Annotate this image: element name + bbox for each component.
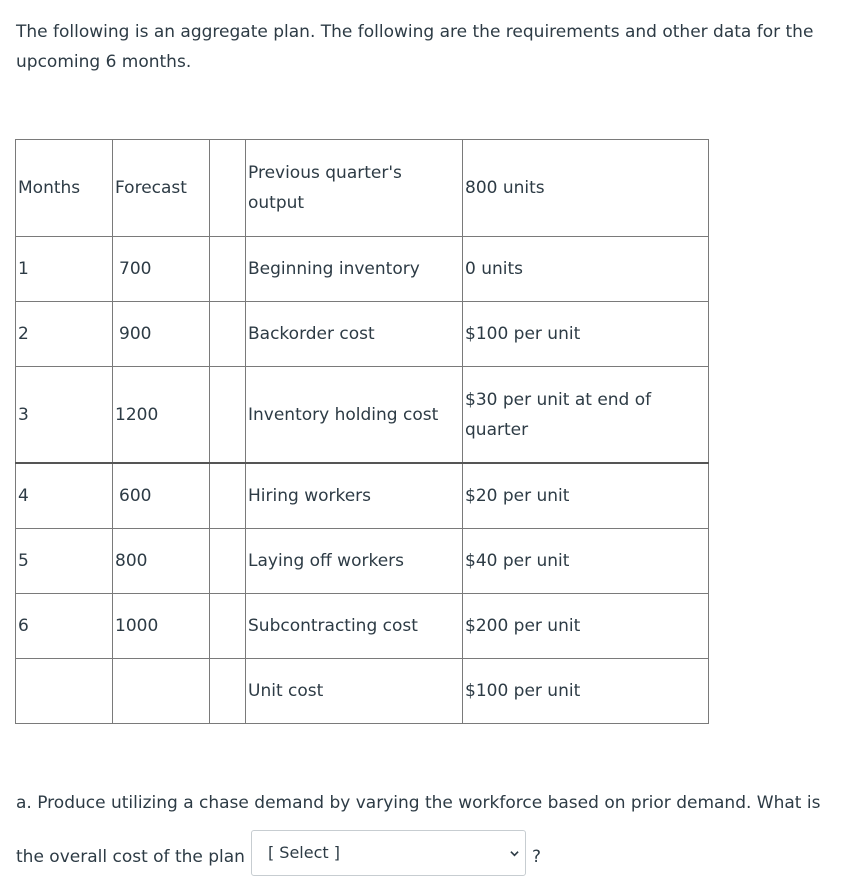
param-label: Unit cost <box>246 659 463 724</box>
forecast-cell: 800 <box>113 529 210 594</box>
table-row <box>16 237 709 302</box>
question-text: a. Produce utilizing a chase demand by varying the workforce based on prior demand. What is <box>16 793 821 813</box>
param-value: 800 units <box>463 140 709 237</box>
param-value: 0 units <box>463 237 709 302</box>
param-value: $40 per unit <box>463 529 709 594</box>
param-value: $200 per unit <box>463 594 709 659</box>
table-row <box>16 302 709 367</box>
month-cell: 2 <box>16 302 113 367</box>
spacer-cell <box>210 529 246 594</box>
param-label: Inventory holding cost <box>246 367 463 464</box>
month-cell: 6 <box>16 594 113 659</box>
forecast-cell: 600 <box>113 463 210 529</box>
param-value: $100 per unit <box>463 659 709 724</box>
answer-select[interactable] <box>251 830 526 876</box>
month-cell: 5 <box>16 529 113 594</box>
spacer-cell <box>210 463 246 529</box>
param-label: Previous quarter's output <box>246 140 463 237</box>
chevron-down-icon <box>510 849 519 858</box>
header-forecast: Forecast <box>113 140 210 237</box>
question-answer-line <box>16 834 846 880</box>
month-cell: 4 <box>16 463 113 529</box>
question-text-end: the overall cost of the plan <box>16 847 245 867</box>
month-cell <box>16 659 113 724</box>
table-header-row <box>16 140 709 237</box>
param-label: Beginning inventory <box>246 237 463 302</box>
param-label: Backorder cost <box>246 302 463 367</box>
param-label: Hiring workers <box>246 463 463 529</box>
select-value: [ Select ] <box>267 843 340 862</box>
param-value: $30 per unit at end of quarter <box>463 367 709 464</box>
forecast-cell: 1000 <box>113 594 210 659</box>
question-block <box>16 788 846 880</box>
spacer-cell <box>210 140 246 237</box>
data-table <box>15 139 709 724</box>
param-value: $20 per unit <box>463 463 709 529</box>
table-row <box>16 659 709 724</box>
forecast-cell: 900 <box>113 302 210 367</box>
month-cell: 1 <box>16 237 113 302</box>
month-cell: 3 <box>16 367 113 464</box>
spacer-cell <box>210 367 246 464</box>
intro-text: The following is an aggregate plan. The following are the requirements and other data for the upcoming 6 months. <box>16 22 814 72</box>
spacer-cell <box>210 594 246 659</box>
table-row <box>16 594 709 659</box>
param-value: $100 per unit <box>463 302 709 367</box>
param-label: Laying off workers <box>246 529 463 594</box>
spacer-cell <box>210 659 246 724</box>
question-mark: ? <box>531 847 541 867</box>
forecast-cell: 700 <box>113 237 210 302</box>
spacer-cell <box>210 302 246 367</box>
header-months: Months <box>16 140 113 237</box>
table-row <box>16 367 709 464</box>
spacer-cell <box>210 237 246 302</box>
forecast-cell <box>113 659 210 724</box>
table-row <box>16 529 709 594</box>
param-label: Subcontracting cost <box>246 594 463 659</box>
forecast-cell: 1200 <box>113 367 210 464</box>
table-row <box>16 463 709 529</box>
